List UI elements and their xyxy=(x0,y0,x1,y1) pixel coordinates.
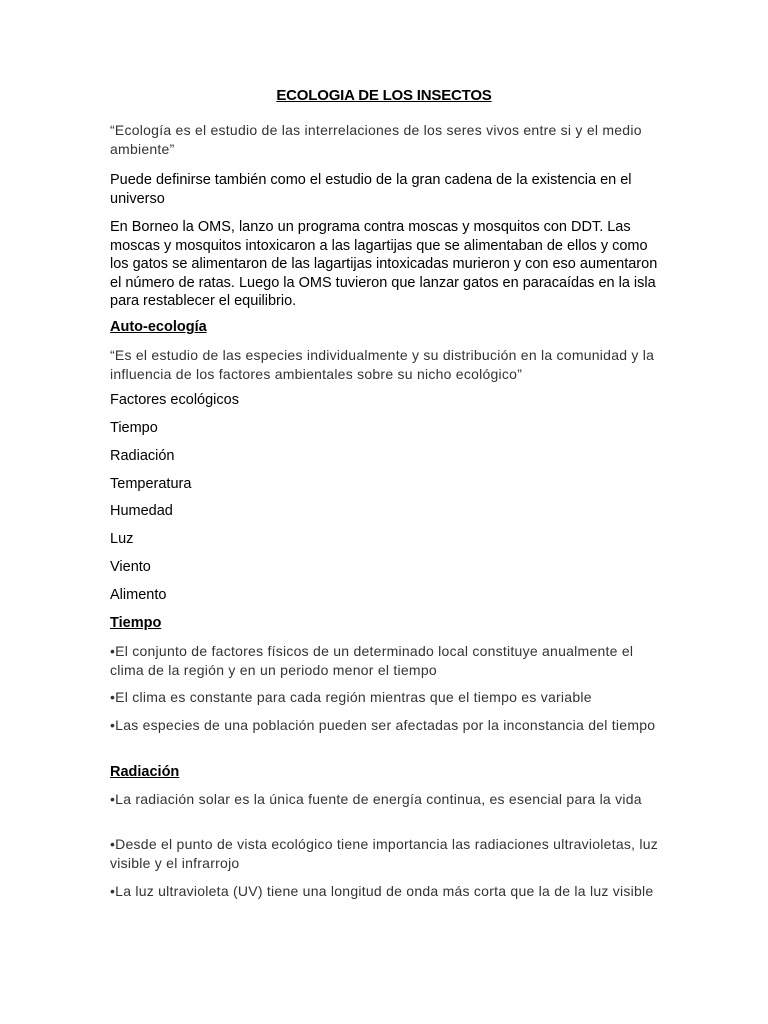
page-title: ECOLOGIA DE LOS INSECTOS xyxy=(276,87,492,104)
factor-item: Luz xyxy=(110,531,134,547)
heading-radiacion: Radiación xyxy=(110,764,180,780)
factor-item: Radiación xyxy=(110,448,175,464)
definition-quote: “Ecología es el estudio de las interrelaciones de los seres vivos entre si y el medio ambiente” xyxy=(110,122,642,157)
borneo-paragraph: En Borneo la OMS, lanzo un programa contra moscas y mosquitos con DDT. Las moscas y mosquitos intoxicaron a las lagartijas que se alimentaban de ellos y como los gatos se alimentaron de las lagartijas intoxicadas murieron y con eso aumentaron el número de ratas. Luego la OMS tuvieron que lanzar gatos en paracaídas en la isla para restablecer el equilibrio. xyxy=(110,219,658,309)
radiacion-bullet: •La radiación solar es la única fuente de energía continua, es esencial para la vida xyxy=(110,791,642,807)
heading-tiempo: Tiempo xyxy=(110,615,162,631)
heading-autoecologia: Auto-ecología xyxy=(110,319,207,335)
radiacion-bullet: •La luz ultravioleta (UV) tiene una longitud de onda más corta que la de la luz visible xyxy=(110,883,654,899)
factor-item: Humedad xyxy=(110,503,173,519)
autoecologia-quote: “Es el estudio de las especies individualmente y su distribución en la comunidad y la influencia de los factores ambientales sobre su nicho ecológico” xyxy=(110,347,655,382)
factores-label: Factores ecológicos xyxy=(110,392,239,408)
tiempo-bullet: •El conjunto de factores físicos de un determinado local constituye anualmente el clima de la región y en un periodo menor el tiempo xyxy=(110,643,634,678)
radiacion-bullet: •Desde el punto de vista ecológico tiene importancia las radiaciones ultravioletas, luz visible y el infrarrojo xyxy=(110,836,659,871)
tiempo-bullet: •El clima es constante para cada región mientras que el tiempo es variable xyxy=(110,689,592,705)
tiempo-bullet: •Las especies de una población pueden ser afectadas por la inconstancia del tiempo xyxy=(110,717,656,733)
factor-item: Tiempo xyxy=(110,420,158,436)
intro-paragraph: Puede definirse también como el estudio de la gran cadena de la existencia en el universo xyxy=(110,172,632,207)
factor-item: Viento xyxy=(110,559,151,575)
factor-item: Temperatura xyxy=(110,476,192,492)
factor-item: Alimento xyxy=(110,587,167,603)
